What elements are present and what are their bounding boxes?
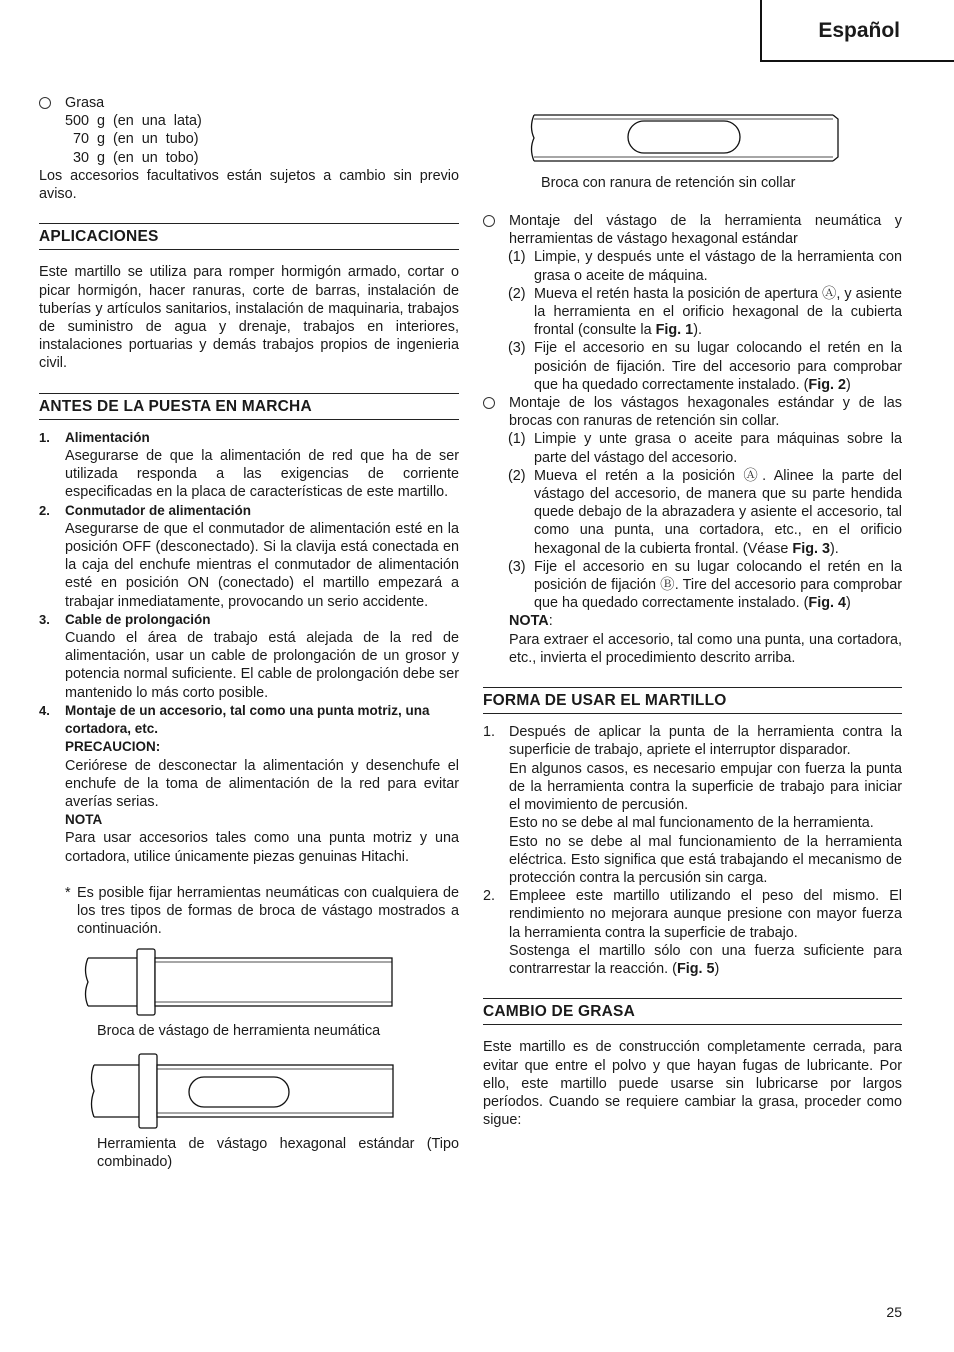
item-heading: Montaje de un accesorio, tal como una punta motriz, una cortadora, etc. xyxy=(65,702,430,737)
item-heading: Conmutador de alimentación xyxy=(65,502,252,518)
step-text-end: ). xyxy=(693,322,702,339)
forma-paragraph: Sostenga el martillo sólo con una fuerza suficiente para contrarrestar la reacción. ( xyxy=(509,942,902,977)
montaje2-step xyxy=(483,558,902,613)
item-number: 4. xyxy=(39,702,50,718)
precaucion-label: PRECAUCION: xyxy=(65,739,161,755)
right-column xyxy=(483,212,902,1129)
forma-item xyxy=(483,723,902,887)
montaje2-text: Montaje de los vástagos hexagonales estándar y de las brocas con ranuras de retención sin collar. xyxy=(509,395,902,430)
asterisk-text: Es posible fijar herramientas neumáticas con cualquiera de los tres tipos de formas de broca de vástago mostrados a continuación. xyxy=(77,884,459,938)
item-text: Asegurarse de que la alimentación de red que ha de ser utilizada responda a las exigencias de corriente especificadas en la placa de características de este martillo. xyxy=(65,448,459,501)
bullet-circle-icon xyxy=(39,97,51,109)
fig1-caption: Broca de vástago de herramienta neumática xyxy=(97,1023,381,1040)
forma-item xyxy=(483,887,902,978)
step-number: (2) xyxy=(508,285,526,302)
forma-paragraph: Esto no se debe al mal funcionamento de la herramienta. xyxy=(509,815,874,832)
bullet-circle-icon xyxy=(483,215,495,227)
accesorios-note: Los accesorios facultativos están sujetos a cambio sin previo aviso. xyxy=(39,167,459,203)
asterisk-mark: * xyxy=(65,884,71,901)
fig2-caption: Herramienta de vástago hexagonal estándar (Tipo combinado) xyxy=(97,1135,459,1170)
montaje2-nota: NOTA: Para extraer el accesorio, tal como una punta, una cortadora, etc., invierta el procedimiento descrito arriba. xyxy=(509,613,902,666)
list-item xyxy=(39,502,459,611)
item-number: 1. xyxy=(483,724,496,741)
step-text-end: ) xyxy=(846,376,851,393)
item-text: Cuando el área de trabajo está alejada de la red de alimentación, usar un cable de prolongación de un grosor y potencia normal suficiente. El cable de prolongación debe ser mantenido lo más corto posible. xyxy=(65,630,459,701)
grasa-line: 30 g (en un tobo) xyxy=(65,149,199,166)
step-text: Limpie, y después unte el vástago de la herramienta con grasa o aceite de máquina. xyxy=(534,249,902,284)
step-text: Mueva el retén hasta la posición de apertura Ⓐ, y asiente la herramienta en el orificio hexagonal de la cubierta frontal (consulte la xyxy=(534,285,902,339)
item-number: 1. xyxy=(39,429,50,445)
step-number: (3) xyxy=(508,340,526,357)
nota-label: NOTA xyxy=(65,812,103,828)
montaje1-text: Montaje del vástago de la herramienta neumática y herramientas de vástago hexagonal estándar xyxy=(509,213,902,248)
montaje1-step xyxy=(483,285,902,340)
fig-ref: Fig. 1 xyxy=(655,322,694,339)
montaje2-step xyxy=(483,467,902,558)
step-number: (1) xyxy=(508,249,526,266)
precaucion-text: Ceriórese de desconectar la alimentación y desenchufe el enchufe de la toma de alimentación de la red para evitar averías serias. xyxy=(65,757,459,810)
nota-text: Para extraer el accesorio, tal como una punta, una cortadora, etc., invierta el procedimiento descrito arriba. xyxy=(509,631,902,666)
step-number: (1) xyxy=(508,431,526,448)
item-text: Asegurarse de que el conmutador de alimentación esté en la posición OFF (desconectado). Si la clavija está conectada en la caja del enchufe mientras el conmutador de alimentación esté en posición ON (conectado) el martillo empezará a trabajar inmediatamente, provocando un serio accidente. xyxy=(65,520,459,610)
list-item xyxy=(39,611,459,702)
grasa-item xyxy=(39,94,459,167)
fig-ref: Fig. 5 xyxy=(676,960,715,977)
list-item xyxy=(39,429,459,502)
fig-ref: Fig. 3 xyxy=(792,540,830,557)
item-number: 2. xyxy=(483,888,496,905)
figure-groove-bit xyxy=(528,110,848,166)
forma-paragraph-end: ) xyxy=(714,960,720,977)
bullet-circle-icon xyxy=(483,397,495,409)
section-title-antes: ANTES DE LA PUESTA EN MARCHA xyxy=(39,393,459,420)
page-number: 25 xyxy=(886,1304,902,1320)
grasa-line: 500 g (en una lata) xyxy=(65,113,202,130)
step-text-end: ). xyxy=(830,540,839,557)
cambio-text: Este martillo es de construcción completamente cerrada, para evitar que entre el polvo y que hayan fugas de lubricante. Por ello, este martillo puede usarse sin lubricarse por largos períodos. Cuando se requiere cambiar la grasa, proceder como sigue: xyxy=(483,1039,902,1129)
forma-paragraph: En algunos casos, es necesario empujar con fuerza la punta de la herramienta contra la superficie de trabajo para iniciar el movimiento de percusión. xyxy=(509,760,902,814)
section-title-forma: FORMA DE USAR EL MARTILLO xyxy=(483,687,902,714)
item-number: 2. xyxy=(39,502,50,518)
step-text: Limpie y unte grasa o aceite para máquinas sobre la parte del vástago del accesorio. xyxy=(534,431,902,466)
section-title-cambio: CAMBIO DE GRASA xyxy=(483,998,902,1025)
step-text: Fije el accesorio en su lugar colocando el retén en la posición de fijación. Tire del accesorio para comprobar que ha quedado correctamente instalado. ( xyxy=(534,340,902,393)
montaje1-step xyxy=(483,339,902,394)
item-number: 3. xyxy=(39,611,50,627)
aplicaciones-text: Este martillo se utiliza para romper hormigón armado, cortar o picar hormigón, hacer ranuras, corte de barras, instalación de tuberías y artículos sanitarios, instalación de maquinaria, trabajos de suministro de agua y drenaje, trabajos en interiores, instalaciones portuarias y demás trabajos propios de ingenieria civil. xyxy=(39,264,459,372)
grasa-label: Grasa xyxy=(65,95,105,111)
fig-ref: Fig. 4 xyxy=(808,595,846,612)
item-heading: Cable de prolongación xyxy=(65,611,211,627)
grasa-line: 70 g (en un tubo) xyxy=(65,131,199,148)
item-heading: Alimentación xyxy=(65,429,150,445)
section-title-aplicaciones: APLICACIONES xyxy=(39,223,459,250)
forma-paragraph: Empleee este martillo utilizando el peso del mismo. El rendimiento no mejorara aunque presione con mayor fuerza la herramienta contra la superficie de trabajo. xyxy=(509,888,902,941)
left-column xyxy=(39,94,459,1171)
language-tab xyxy=(760,0,954,62)
step-number: (3) xyxy=(508,558,526,575)
fig-ref: Fig. 2 xyxy=(808,376,846,393)
step-number: (2) xyxy=(508,467,526,484)
language-label: Español xyxy=(818,19,900,42)
nota-text: Para usar accesorios tales como una punta motriz y una cortadora, utilice únicamente piezas genuinas Hitachi. xyxy=(65,830,459,865)
forma-paragraph: Después de aplicar la punta de la herramienta contra la superficie de trabajo, apriete el interruptor disparador. xyxy=(509,724,902,759)
asterisk-note xyxy=(39,884,459,939)
fig3-caption: Broca con ranura de retención sin collar xyxy=(541,175,796,191)
figure-pneumatic-shank-bit xyxy=(83,948,443,1018)
montaje1-step xyxy=(483,248,902,284)
list-item xyxy=(39,702,459,866)
montaje2-step xyxy=(483,430,902,466)
nota-label: NOTA xyxy=(509,613,549,630)
montaje2-item xyxy=(483,394,902,430)
step-text: Mueva el retén a la posición Ⓐ. Alinee la parte del vástago del accesorio, de manera que su parte hendida quede debajo de la abrazadera y asiente el accesorio, tal como una punta, una cortadora, etc., en el orificio hexagonal de la cubierta frontal. (Véase xyxy=(534,467,902,557)
step-text: Fije el accesorio en su lugar colocando el retén en la posición de fijación Ⓑ. Tire del accesorio para comprobar que ha quedado correctamente instalado. ( xyxy=(534,558,902,612)
step-text-end: ) xyxy=(846,595,851,612)
forma-paragraph: Esto no se debe al mal funcionamiento de la herramienta eléctrica. Esto significa que está trabajando el mecanismo de protección contra la percusión sin carga. xyxy=(509,833,902,886)
montaje1-item xyxy=(483,212,902,248)
figure-hex-shank-tool xyxy=(89,1051,449,1131)
